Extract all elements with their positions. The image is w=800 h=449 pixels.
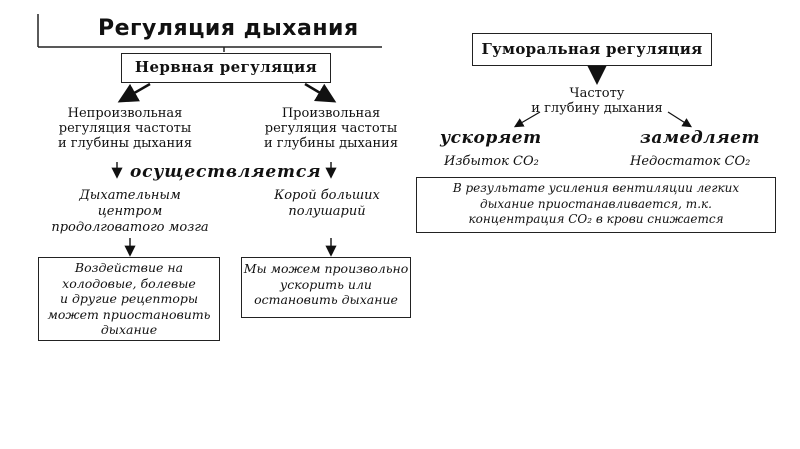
involuntary-text — [40, 106, 210, 151]
cortex-line-2: полушарий — [288, 204, 366, 219]
page-title: Регуляция дыхания — [98, 16, 359, 41]
receptors-box — [38, 257, 220, 341]
lack-co2-label: Недостаток CO₂ — [630, 154, 751, 169]
voluntary-line-3: и глубины дыхания — [263, 136, 399, 151]
frequency-line-2: и глубину дыхания — [531, 101, 663, 116]
slows-label: замедляет — [640, 128, 760, 148]
result-box — [416, 177, 776, 233]
excess-co2-label: Избыток CO₂ — [444, 154, 539, 169]
cortex-line-1: Корой больших — [274, 188, 380, 203]
carried-out-label: осуществляется — [130, 162, 322, 182]
receptors-line-4: может приостановить — [47, 306, 211, 322]
result-line-2: дыхание приостанавливается, т.к. — [480, 196, 712, 211]
frequency-depth-text — [510, 86, 684, 116]
receptors-line-5: дыхание — [100, 322, 158, 337]
receptors-line-3: и другие рецепторы — [59, 291, 199, 306]
arrow-to-involuntary — [122, 84, 150, 100]
respiratory-center-line-2: центром — [97, 204, 163, 219]
humoral-regulation-label: Гуморальная регуляция — [481, 40, 703, 58]
voluntary-line-1: Произвольная — [281, 106, 381, 121]
receptors-line-1: Воздействие на — [74, 260, 184, 275]
nervous-regulation-box — [121, 53, 331, 83]
respiratory-center-text — [40, 188, 220, 236]
result-line-1: В результате усиления вентиляции легких — [452, 181, 740, 195]
respiratory-center-line-3: продолговатого мозга — [51, 220, 209, 235]
receptors-line-2: холодовые, болевые — [62, 275, 196, 291]
voluntary-box — [241, 257, 411, 318]
cortex-text — [262, 188, 382, 224]
voluntary-box-line-2: ускорить или — [280, 276, 372, 292]
nervous-regulation-label: Нервная регуляция — [134, 58, 318, 76]
involuntary-line-2: регуляция частоты — [58, 121, 192, 136]
respiratory-center-line-1: Дыхательным — [79, 188, 181, 203]
voluntary-box-line-3: остановить дыхание — [254, 292, 398, 307]
frequency-line-1: Частоту — [569, 86, 625, 101]
title-area — [38, 6, 382, 46]
accelerates-label: ускоряет — [440, 128, 542, 148]
arrow-to-voluntary — [305, 84, 332, 100]
result-line-3: концентрация CO₂ в крови снижается — [468, 212, 724, 226]
involuntary-line-3: и глубины дыхания — [57, 136, 193, 151]
voluntary-text — [246, 106, 399, 156]
voluntary-box-line-1: Мы можем произвольно — [243, 261, 409, 276]
humoral-regulation-box — [472, 33, 712, 66]
voluntary-line-2: регуляция частоты — [264, 121, 398, 136]
voluntary-box-clip — [241, 257, 409, 319]
involuntary-line-1: Непроизвольная — [67, 106, 183, 121]
